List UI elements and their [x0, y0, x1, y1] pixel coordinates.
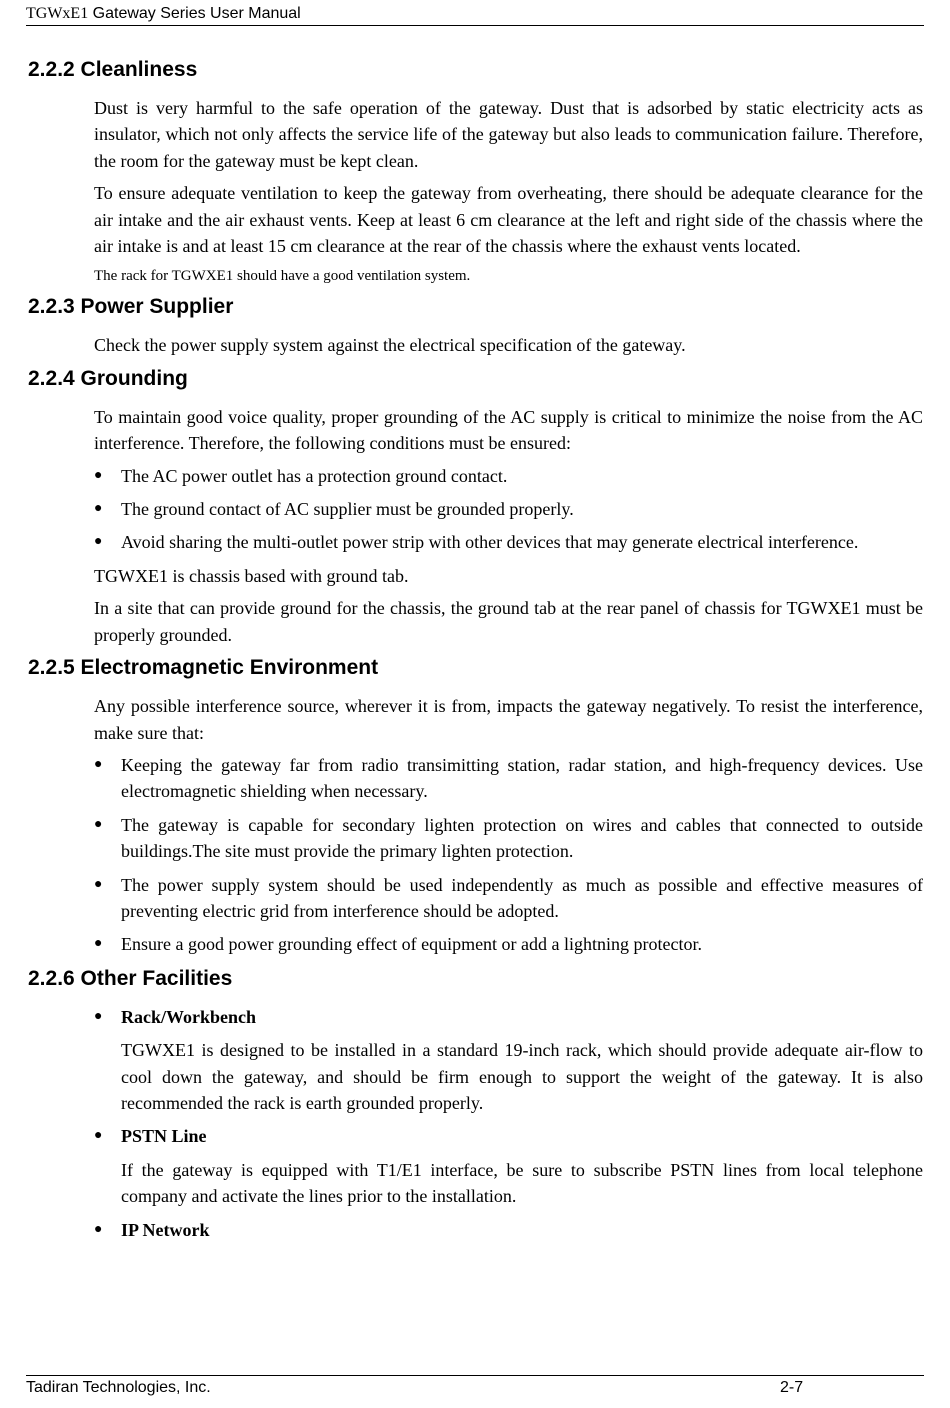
bullet-icon: ● [94, 876, 103, 892]
section-cleanliness [28, 56, 923, 287]
list-item [94, 1123, 923, 1209]
section-body [94, 332, 923, 358]
section-heading: 2.2.6 Other Facilities [28, 966, 233, 990]
list-item: ● Avoid sharing the multi-outlet power strip with other devices that may generate electrical interference. [94, 529, 923, 555]
list-item: ● The gateway is capable for secondary lighten protection on wires and cables that connected to outside buildings.The site must provide the primary lighten protection. [94, 812, 923, 865]
item-title: IP Network [121, 1219, 210, 1240]
bullet-list [94, 463, 923, 556]
footer-company: Tadiran Technologies, Inc. [26, 1379, 211, 1396]
paragraph: Dust is very harmful to the safe operation of the gateway. Dust that is adsorbed by static electricity acts as insulator, which not only affects the service life of the gateway but also leads to communication failure. Therefore, the room for the gateway must be kept clean. [94, 98, 923, 171]
bullet-icon: ● [94, 534, 103, 550]
running-header [26, 5, 924, 26]
paragraph: To maintain good voice quality, proper grounding of the AC supply is critical to minimize the noise from the AC interference. Therefore, the following conditions must be ensured: [94, 406, 923, 454]
paragraph: In a site that can provide ground for the chassis, the ground tab at the rear panel of chassis for TGWXE1 must be properly grounded. [94, 598, 923, 645]
section-heading: 2.2.2 Cleanliness [28, 58, 198, 81]
list-item: ● Ensure a good power grounding effect of equipment or add a lightning protector. [94, 931, 923, 957]
list-item: ● The AC power outlet has a protection ground contact. [94, 463, 923, 489]
bullet-icon: ● [94, 1008, 103, 1024]
section-body [94, 404, 923, 648]
paragraph: Check the power supply system against the electrical specification of the gateway. [94, 335, 686, 356]
bullet-icon: ● [94, 1128, 103, 1144]
item-title: Rack/Workbench [121, 1006, 257, 1027]
section-grounding [28, 365, 923, 648]
section-other-facilities [28, 965, 923, 1243]
section-heading: 2.2.5 Electromagnetic Environment [28, 656, 379, 680]
list-item: ● The power supply system should be used independently as much as possible and effective measures of preventing electric grid from interference should be adopted. [94, 872, 923, 925]
section-heading: 2.2.4 Grounding [28, 366, 188, 390]
section-heading: 2.2.3 Power Supplier [28, 295, 234, 319]
section-body [94, 95, 923, 287]
header-product-name: TGWxE1 [26, 5, 89, 22]
list-item [94, 1217, 923, 1243]
bullet-list [94, 752, 923, 958]
paragraph: The rack for TGWXE1 should have a good ventilation system. [94, 268, 471, 285]
item-description: If the gateway is equipped with T1/E1 interface, be sure to subscribe PSTN lines from local telephone company and activate the lines prior to the installation. [121, 1159, 923, 1207]
paragraph: To ensure adequate ventilation to keep the gateway from overheating, there should be adequate clearance for the air intake and the air exhaust vents. Keep at least 6 cm clearance at the left and right side of the chassis where the air intake is and at least 15 cm clearance at the rear of the chassis where the exhaust vents located. [94, 183, 923, 257]
list-item: ● Keeping the gateway far from radio transimitting station, radar station, and high-frequency devices. Use electromagnetic shielding when necessary. [94, 752, 923, 805]
section-body [94, 1004, 923, 1243]
page-number: 2-7 [780, 1379, 804, 1396]
paragraph: TGWXE1 is chassis based with ground tab. [94, 565, 409, 586]
header-manual-title: Gateway Series User Manual [88, 5, 301, 22]
bullet-icon: ● [94, 816, 103, 832]
section-electromagnetic-environment [28, 654, 923, 958]
bullet-icon: ● [94, 501, 103, 517]
item-title: PSTN Line [121, 1126, 207, 1147]
list-item [94, 1004, 923, 1117]
section-body [94, 693, 923, 958]
running-footer [26, 1375, 924, 1398]
bullet-icon: ● [94, 467, 103, 483]
bullet-icon: ● [94, 756, 103, 772]
page-content [28, 56, 923, 1250]
list-item: ● The ground contact of AC supplier must be grounded properly. [94, 496, 923, 522]
section-power-supplier [28, 293, 923, 358]
bullet-list [94, 1004, 923, 1243]
bullet-icon: ● [94, 936, 103, 952]
item-description: TGWXE1 is designed to be installed in a standard 19-inch rack, which should provide adequate air-flow to cool down the gateway, and should be firm enough to support the weight of the gateway. It is also recommended the rack is earth grounded properly. [121, 1040, 923, 1113]
paragraph: Any possible interference source, wherever it is from, impacts the gateway negatively. To resist the interference, make sure that: [94, 696, 923, 743]
bullet-icon: ● [94, 1221, 103, 1237]
